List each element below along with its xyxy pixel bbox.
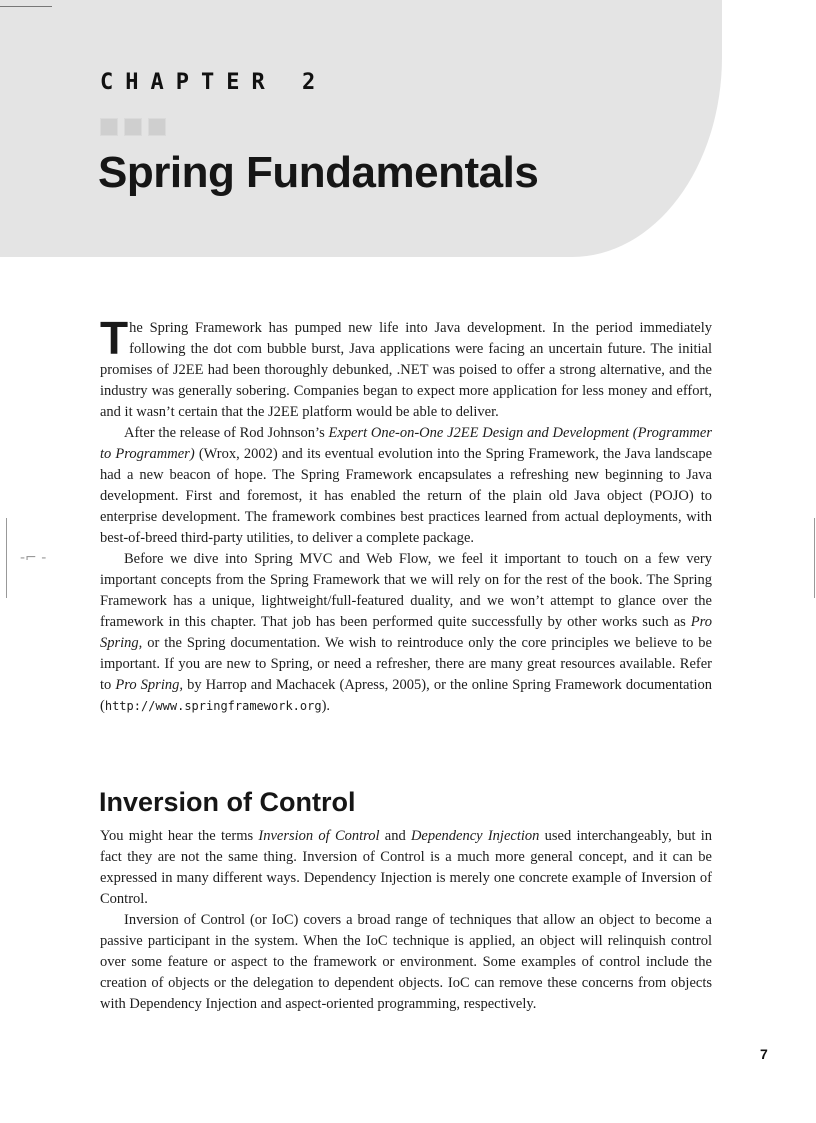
intro-paragraph-3: [100, 549, 712, 717]
paragraph-text: ).: [321, 698, 331, 714]
paragraph-text: After the release of Rod Johnson’s: [124, 425, 329, 441]
section-paragraph-2: Inversion of Control (or IoC) covers a broad range of techniques that allow an object to become a passive participant in the system. When the IoC technique is applied, an object will relinquish control over some feature or aspect to the framework or environment. Some examples of control include the creation of objects or the delegation to dependent objects. IoC can remove these concerns from objects with Dependency Injection and aspect-oriented programming, respectively.: [100, 912, 712, 1012]
ornament-square-icon: [124, 118, 142, 136]
paragraph-text: Before we dive into Spring MVC and Web Flow, we feel it important to touch on a few very important concepts from the Spring Framework that we will rely on for the rest of the book. The Spring Framework has a unique, lightweight/full-featured duality, and we won’t attempt to glance over the framework in this chapter. That job has been performed quite successfully by other works such as: [100, 551, 712, 630]
intro-paragraph-2: [100, 423, 712, 549]
drop-cap: T: [100, 312, 129, 364]
term: Dependency Injection: [410, 828, 540, 844]
term: Inversion of Control: [258, 828, 380, 844]
crop-mark-left: [6, 518, 7, 598]
paragraph-text: and: [379, 828, 411, 844]
intro-paragraph-1: [100, 312, 712, 423]
page-number: 7: [760, 1046, 768, 1062]
paragraph-text: or the Spring documentation. We wish to reintroduce only the core principles we believe to be important. If you are new to Spring, or need a refresher, there are many great resources available. Refer to: [100, 635, 712, 693]
paragraph-text: by Harrop and Machacek (Apress, 2005), or the online Spring Framework documentation (: [100, 677, 713, 714]
paragraph-text: You might hear the terms: [100, 828, 259, 844]
registration-mark-icon: -⌐ -: [20, 550, 47, 566]
paragraph-text: (Wrox, 2002) and its eventual evolution into the Spring Framework, the Java landscape had a new beacon of hope. The Spring Framework encapsulates a refreshing new beginning to Java development. First and foremost, it has enabled the return of the plain old Java object (POJO) to enterprise development. The framework combines best practices learned from actual deployments, with best-of-breed third-party utilities, to deliver a complete package.: [100, 446, 713, 546]
book-title: Expert One-on-One J2EE Design and Development (Programmer to Programmer): [100, 425, 712, 462]
ornament-square-icon: [100, 118, 118, 136]
section-paragraph-1: [100, 826, 712, 910]
section-heading: Inversion of Control: [99, 787, 356, 817]
chapter-ornament: [100, 118, 166, 136]
intro-text: [100, 312, 713, 717]
section-text: [100, 826, 712, 1015]
paragraph-text: he Spring Framework has pumped new life into Java development. In the period immediately following the dot com bubble burst, Java applications were facing an uncertain future. The initial promises of J2EE had been thoroughly debunked, .NET was poised to offer a strong alternative, and the industry was generally sobering. Companies began to expect more application for less money and effort, and it wasn’t certain that the J2EE platform would be able to deliver.: [100, 320, 712, 420]
book-title: Pro Spring,: [115, 677, 183, 693]
paragraph-text: used interchangeably, but in fact they are not the same thing. Inversion of Control is a much more general concept, and it can be expressed in many different ways. Dependency Injection is merely one concrete example of Inversion of Control.: [100, 828, 712, 907]
url-link[interactable]: http://www.springframework.org: [104, 699, 322, 713]
crop-mark-right: [814, 518, 815, 598]
ornament-square-icon: [148, 118, 166, 136]
book-title: Pro Spring,: [100, 614, 712, 651]
crop-mark: [0, 6, 52, 7]
chapter-title: Spring Fundamentals: [98, 148, 539, 197]
chapter-label: CHAPTER 2: [100, 70, 328, 95]
